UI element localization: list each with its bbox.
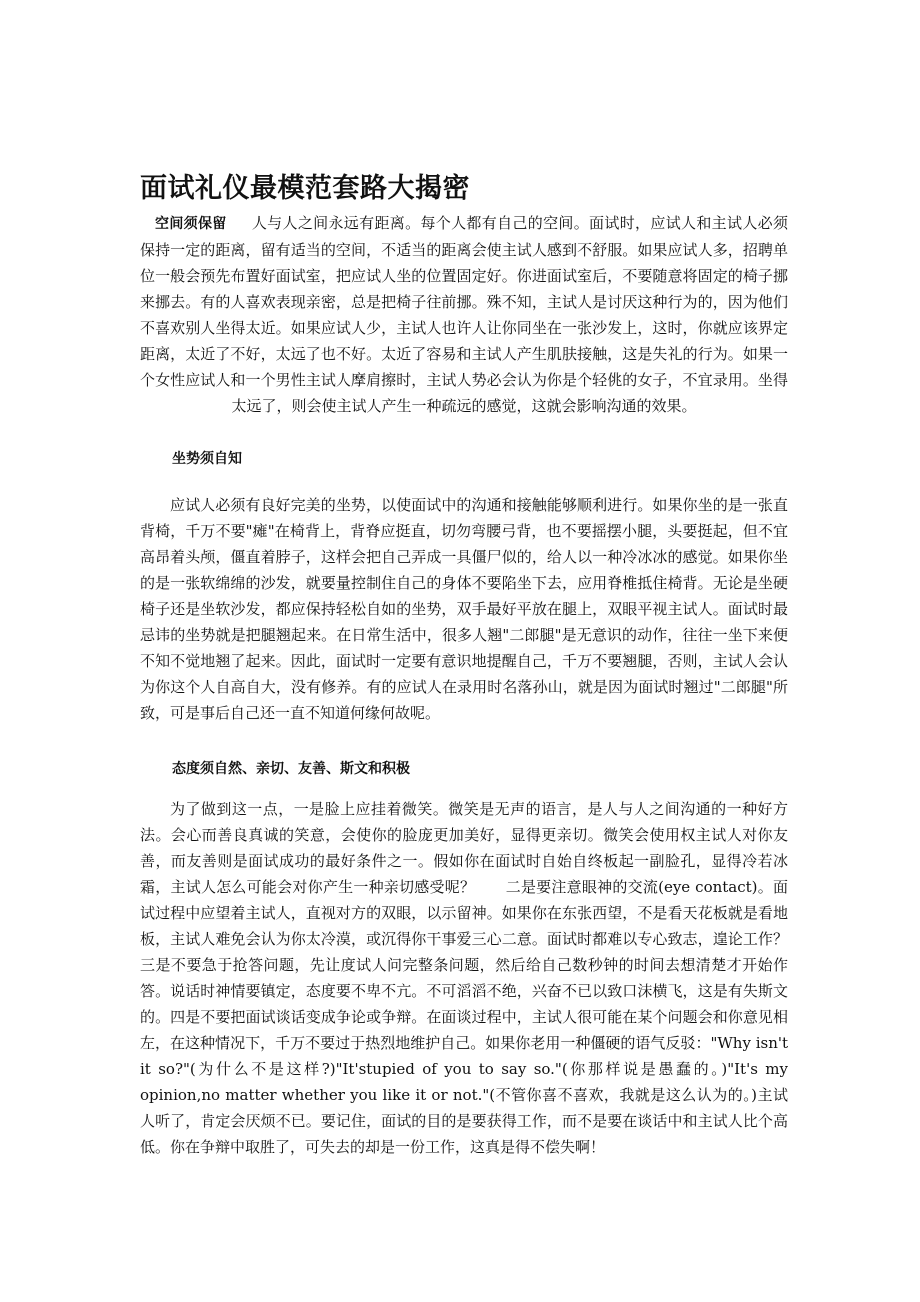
section-space-body: 人与人之间永远有距离。每个人都有自己的空间。面试时，应试人和主试人必须保持一定的距离，留有适当的空间，不适当的距离会使主试人感到不舒服。如果应试人多，招聘单位一般会预先布置好面试室，把应试人坐的位置固定好。你进面试室后，不要随意将固定的椅子挪来挪去。有的人喜欢表现亲密，总是把椅子往前挪。殊不知，主试人是讨厌这种行为的，因为他们不喜欢别人坐得太近。如果应试人少，主试人也许人让你同坐在一张沙发上，这时，你就应该界定距离，太近了不好，太远了也不好。太近了容易和主试人产生肌肤接触，这是失礼的行为。如果一个女性应试人和一个男性主试人摩肩擦时，主试人势必会认为你是个轻佻的女子，不宜录用。坐得太远了，则会使主试人产生一种疏远的感觉，这就会影响沟通的效果。 — [140, 214, 788, 415]
section-space-paragraph — [140, 210, 788, 419]
section-posture-body: 应试人必须有良好完美的坐势，以使面试中的沟通和接触能够顺利进行。如果你坐的是一张直背椅，千万不要"瘫"在椅背上，背脊应挺直，切勿弯腰弓背，也不要摇摆小腿，头要挺起，但不宜高昂着头颅，僵直着脖子，这样会把自己弄成一具僵尸似的，给人以一种冷冰冰的感觉。如果你坐的是一张软绵绵的沙发，就要量控制住自己的身体不要陷坐下去，应用脊椎抵住椅背。无论是坐硬椅子还是坐软沙发，都应保持轻松自如的坐势，双手最好平放在腿上，双眼平视主试人。面试时最忌讳的坐势就是把腿翘起来。在日常生活中，很多人翘"二郎腿"是无意识的动作，往往一坐下来便不知不觉地翘了起来。因此，面试时一定要有意识地提醒自己，千万不要翘腿，否则，主试人会认为你这个人自高自大，没有修养。有的应试人在录用时名落孙山，就是因为面试时翘过"二郎腿"所致，可是事后自己还一直不知道何缘何故呢。 — [140, 496, 788, 722]
document-title: 面试礼仪最模范套路大揭密 — [140, 173, 470, 204]
section-attitude-heading: 态度须自然、亲切、友善、斯文和积极 — [172, 761, 410, 777]
section-posture-heading: 坐势须自知 — [172, 451, 242, 467]
section-space-heading: 空间须保留 — [155, 216, 227, 232]
section-attitude-body: 为了做到这一点，一是脸上应挂着微笑。微笑是无声的语言，是人与人之间沟通的一种好方法。会心而善良真诚的笑意，会使你的脸庞更加美好，显得更亲切。微笑会使用权主试人对你友善，而友善则是面试成功的最好条件之一。假如你在面试时自始自终板起一副脸孔，显得冷若冰霜，主试人怎么可能会对你产生一种亲切感受呢？ 二是要注意眼神的交流(eye contact)。面试过程中应望着主试人，直视对方的双眼，以示留神。如果你在东张西望，不是看天花板就是看地板，主试人难免会认为你太冷漠，或沉得你干事爱三心二意。面试时都难以专心致志，遑论工作？ 三是不要急于抢答问题，先让度试人问完整条问题，然后给自己数秒钟的时间去想清楚才开始作答。说话时神情要镇定，态度要不卑不亢。不可滔滔不绝，兴奋不已以致口沫横飞，这是有失斯文的。四是不要把面试谈话变成争论或争辩。在面谈过程中，主试人很可能在某个问题会和你意见相左，在这种情况下，千万不要过于热烈地维护自己。如果你老用一种僵硬的语气反驳："Why isn't it so?"(为什么不是这样?)"It'stupied of you to say so."(你那样说是愚蠢的。)"It's my opinion,no matter whether you like it or not."(不管你喜不喜欢，我就是这么认为的。)主试人听了，肯定会厌烦不已。要记住，面试的目的是要获得工作，而不是要在谈话中和主试人比个高低。你在争辩中取胜了，可失去的却是一份工作，这真是得不偿失啊！ — [140, 800, 819, 1156]
